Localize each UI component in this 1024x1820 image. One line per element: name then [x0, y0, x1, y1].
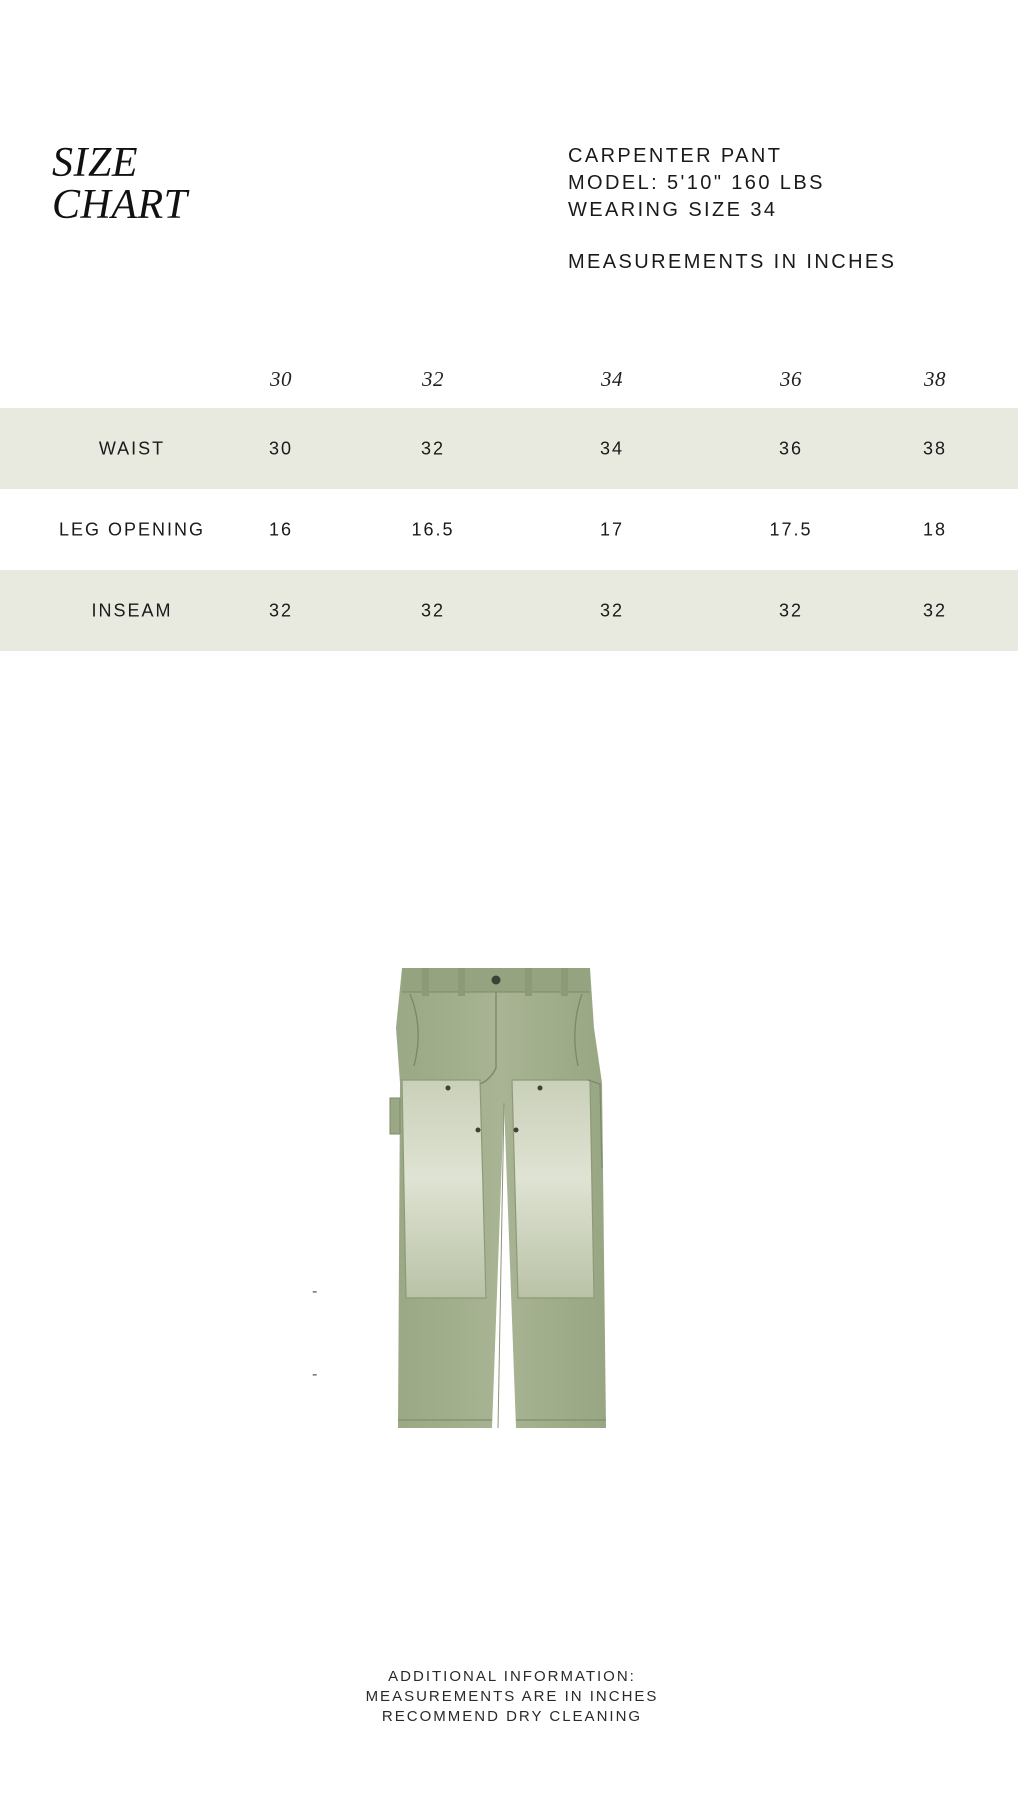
size-header-row: [0, 342, 1018, 408]
footer-heading: ADDITIONAL INFORMATION:: [388, 1668, 636, 1685]
table-cell: 17.5: [769, 519, 813, 539]
row-label: INSEAM: [91, 600, 173, 620]
table-cell: 38: [922, 438, 948, 458]
table-cell: 18: [922, 519, 948, 539]
table-cell: 30: [268, 438, 294, 458]
carpenter-pant-image: [380, 968, 628, 1435]
table-cell: 32: [268, 600, 294, 620]
measurement-marker: -: [312, 1283, 318, 1300]
product-name: CARPENTER PANT: [568, 145, 783, 167]
table-cell: 34: [599, 438, 625, 458]
table-row-leg-opening: [0, 489, 1018, 570]
table-cell: 32: [922, 600, 948, 620]
size-header-32: 32: [422, 367, 444, 391]
row-label: LEG OPENING: [58, 519, 206, 539]
table-cell: 16.5: [411, 519, 455, 539]
title-line-chart: CHART: [52, 182, 188, 228]
table-cell: 32: [420, 438, 446, 458]
table-cell: 16: [268, 519, 294, 539]
table-row-inseam: [0, 570, 1018, 651]
table-cell: 17: [599, 519, 625, 539]
measurement-units: MEASUREMENTS IN INCHES: [568, 251, 897, 273]
size-table: [0, 342, 1018, 651]
table-row-waist: [0, 408, 1018, 489]
table-cell: 32: [599, 600, 625, 620]
size-header-38: 38: [924, 367, 946, 391]
table-cell: 32: [420, 600, 446, 620]
product-info: [568, 143, 896, 276]
size-header-30: 30: [270, 367, 292, 391]
table-cell: 32: [778, 600, 804, 620]
footer-care-note: RECOMMEND DRY CLEANING: [381, 1708, 643, 1725]
size-header-34: 34: [601, 367, 623, 391]
row-label: WAIST: [98, 438, 166, 458]
measurement-marker: -: [312, 1366, 318, 1383]
additional-information: [0, 1667, 1024, 1727]
size-header-36: 36: [780, 367, 802, 391]
model-wearing-size: WEARING SIZE 34: [568, 199, 778, 221]
page-title: [52, 142, 188, 226]
title-line-size: SIZE: [52, 140, 138, 186]
footer-units-note: MEASUREMENTS ARE IN INCHES: [365, 1688, 659, 1705]
table-cell: 36: [778, 438, 804, 458]
model-stats: MODEL: 5'10" 160 LBS: [568, 172, 825, 194]
